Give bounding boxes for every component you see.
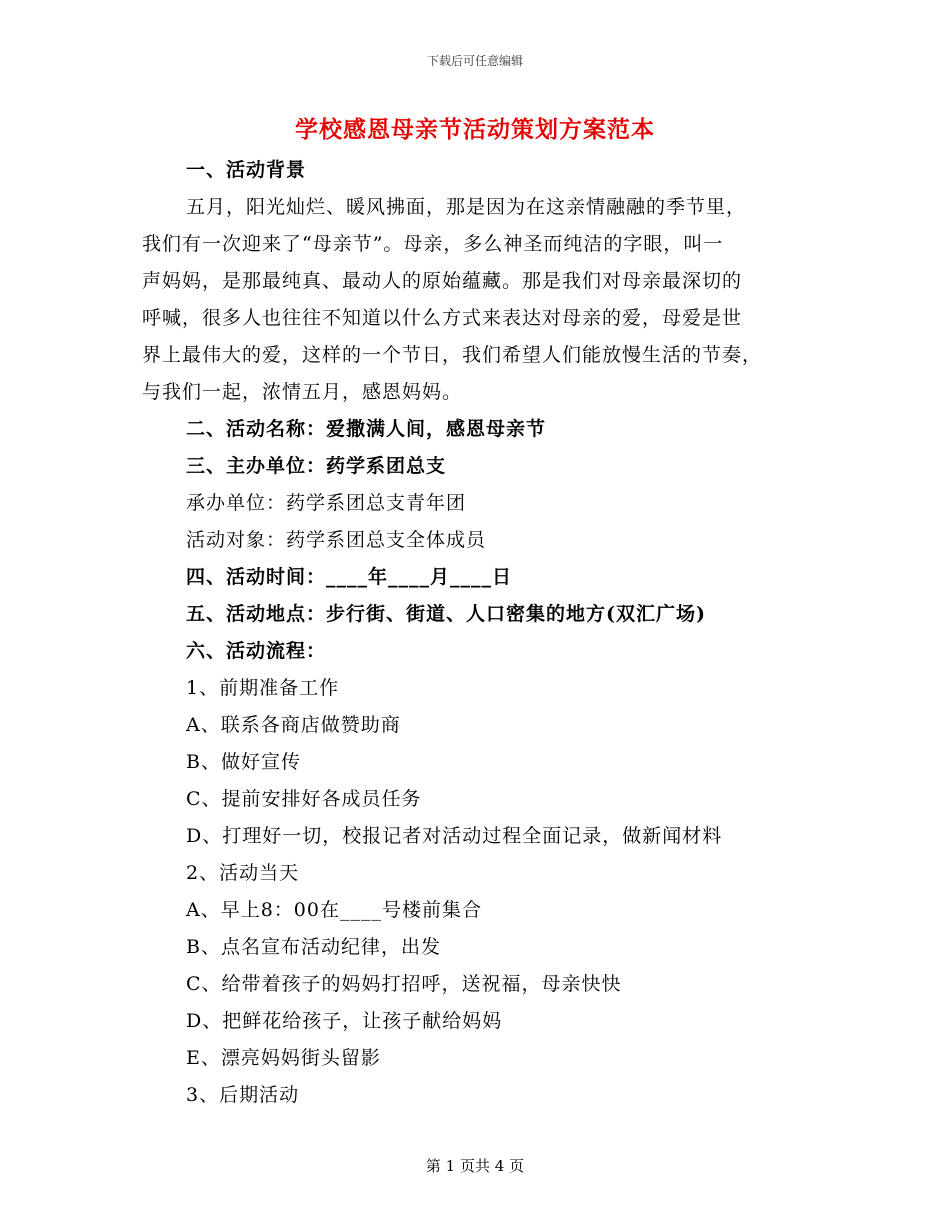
section-heading-location: 五、活动地点：步行街、街道、人口密集的地方(双汇广场) — [186, 603, 706, 625]
section-heading-process: 六、活动流程： — [186, 640, 327, 662]
page-footer-number: 第 1 页共 4 页 — [425, 1157, 525, 1175]
section-heading-name: 二、活动名称：爱撒满人间，感恩母亲节 — [186, 418, 547, 440]
list-item: A、联系各商店做赞助商 — [186, 714, 401, 736]
list-item: B、做好宣传 — [186, 751, 301, 773]
list-item: C、提前安排好各成员任务 — [186, 788, 422, 810]
paragraph-line: 界上最伟大的爱，这样的一个节日，我们希望人们能放慢生活的节奏， — [142, 344, 763, 366]
step-heading-event-day: 2、活动当天 — [186, 862, 300, 884]
target-line: 活动对象：药学系团总支全体成员 — [186, 529, 487, 551]
paragraph-line: 我们有一次迎来了“母亲节”。母亲，多么神圣而纯洁的字眼，叫一 — [142, 233, 724, 255]
paragraph-line: 声妈妈，是那最纯真、最动人的原始蕴藏。那是我们对母亲最深切的 — [142, 270, 743, 292]
co-organizer-line: 承办单位：药学系团总支青年团 — [186, 492, 467, 514]
list-item: A、早上8：00在____号楼前集合 — [186, 899, 482, 921]
page-header-note: 下载后可任意编辑 — [426, 54, 523, 68]
section-heading-organizer: 三、主办单位：药学系团总支 — [186, 455, 447, 477]
list-item: B、点名宣布活动纪律，出发 — [186, 936, 441, 958]
section-heading-time: 四、活动时间：____年____月____日 — [186, 566, 513, 588]
list-item: E、漂亮妈妈街头留影 — [186, 1047, 381, 1069]
document-title: 学校感恩母亲节活动策划方案范本 — [295, 116, 655, 143]
step-heading-followup: 3、后期活动 — [186, 1084, 300, 1106]
paragraph-line: 五月，阳光灿烂、暖风拂面，那是因为在这亲情融融的季节里， — [186, 196, 747, 218]
section-heading-background: 一、活动背景 — [186, 159, 307, 181]
paragraph-line: 与我们一起，浓情五月，感恩妈妈。 — [142, 381, 463, 403]
paragraph-line: 呼喊，很多人也往往不知道以什么方式来表达对母亲的爱，母爱是世 — [142, 307, 743, 329]
list-item: D、打理好一切，校报记者对活动过程全面记录，做新闻材料 — [186, 825, 723, 847]
list-item: D、把鲜花给孩子，让孩子献给妈妈 — [186, 1010, 503, 1032]
document-body — [142, 152, 808, 1114]
list-item: C、给带着孩子的妈妈打招呼，送祝福，母亲快快 — [186, 973, 622, 995]
step-heading-preparation: 1、前期准备工作 — [186, 677, 340, 699]
